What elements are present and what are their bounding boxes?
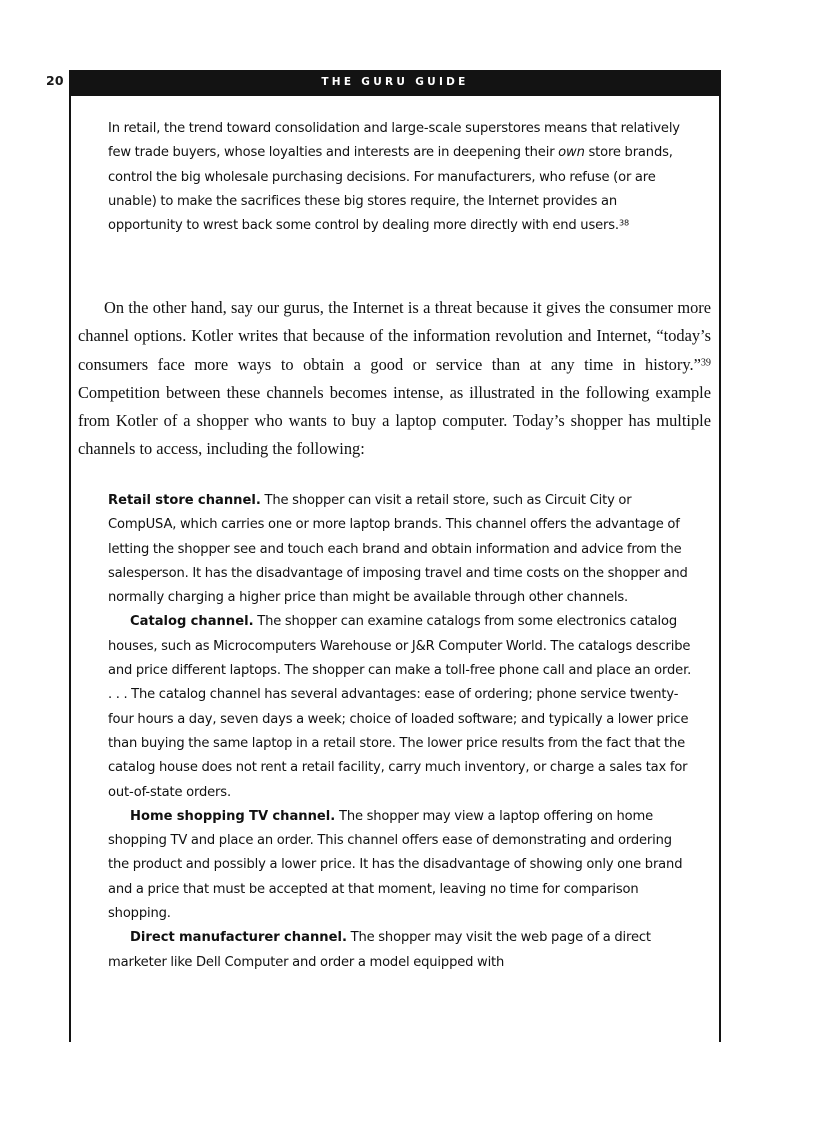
body-text-part-2: Competition between these channels becomes intense, as illustrated in the following example from Kotler of a shopper who wants to buy a laptop computer. Today’s shopper has multiple channels to access, including the following:: [78, 382, 711, 459]
channel-text-direct-manufacturer: The shopper may visit the web page of a direct marketer like Dell Computer and order a model equipped with: [108, 930, 651, 970]
channel-heading-home-shopping-tv: Home shopping TV channel.: [130, 808, 336, 824]
page-number: 20: [46, 73, 64, 88]
extract-italic-word: own: [558, 145, 585, 161]
channel-text-retail-store: The shopper can visit a retail store, such as Circuit City or CompUSA, which carries one or more laptop brands. This channel offers the advantage of letting the shopper see and touch each brand and obtain information and advice from the salesperson. It has the disadvantage of imposing travel and time costs on the shopper and normally charging a higher price than might be available through other channels.: [108, 493, 688, 606]
channel-heading-catalog: Catalog channel.: [130, 614, 254, 630]
channel-paragraph-retail-store: [108, 489, 692, 610]
channel-heading-retail-store: Retail store channel.: [108, 493, 261, 508]
body-text-part-1: On the other hand, say our gurus, the Internet is a threat because it gives the consumer more channel options. Kotler writes that because of the information revolution and Internet, “today’s consumers face more ways to obtain a good or service than at any time in history.”: [78, 298, 711, 374]
footnote-marker-38: 38: [618, 217, 629, 228]
extract-block-top: [108, 117, 692, 238]
channel-paragraph-direct-manufacturer: [108, 926, 692, 975]
running-head-band: [69, 70, 721, 96]
channel-paragraph-home-shopping-tv: [108, 805, 692, 926]
extract-paragraph: [108, 117, 692, 238]
footnote-marker-39: 39: [700, 356, 711, 368]
channel-text-home-shopping-tv: The shopper may view a laptop offering on home shopping TV and place an order. This channel offers ease of demonstrating and ordering the product and possibly a lower price. It has the disadvantage of showing only one brand and a price that must be accepted at that moment, leaving no time for comparison shopping.: [108, 808, 683, 922]
extract-block-channels: [108, 489, 692, 975]
running-head-title: THE GURU GUIDE: [321, 76, 469, 88]
right-vertical-rule: [719, 96, 721, 1042]
extract-text-before-italic: In retail, the trend toward consolidation and large-scale superstores means that relatively few trade buyers, whose loyalties and interests are in deepening their: [108, 121, 680, 161]
channel-text-catalog: The shopper can examine catalogs from some electronics catalog houses, such as Microcomputers Warehouse or J&R Computer World. The catalogs describe and price different laptops. The shopper can make a toll-free phone call and place an order. . . . The catalog channel has several advantages: ease of ordering; phone service twenty-four hours a day, seven days a week; choice of loaded software; and typically a lower price than buying the same laptop in a retail store. The lower price results from the fact that the catalog house does not rent a retail facility, carry much inventory, or charge a sales tax for out-of-state orders.: [108, 614, 692, 800]
extract-text-after-italic: store brands, control the big wholesale purchasing decisions. For manufacturers, who refuse (or are unable) to make the sacrifices these big stores require, the Internet provides an opportunity to wrest back some control by dealing more directly with end users.: [108, 145, 673, 234]
left-vertical-rule: [69, 96, 71, 1042]
channel-heading-direct-manufacturer: Direct manufacturer channel.: [130, 930, 347, 946]
channel-paragraph-catalog: [108, 610, 692, 804]
body-paragraph-block: [78, 294, 711, 464]
body-paragraph: [78, 294, 711, 464]
